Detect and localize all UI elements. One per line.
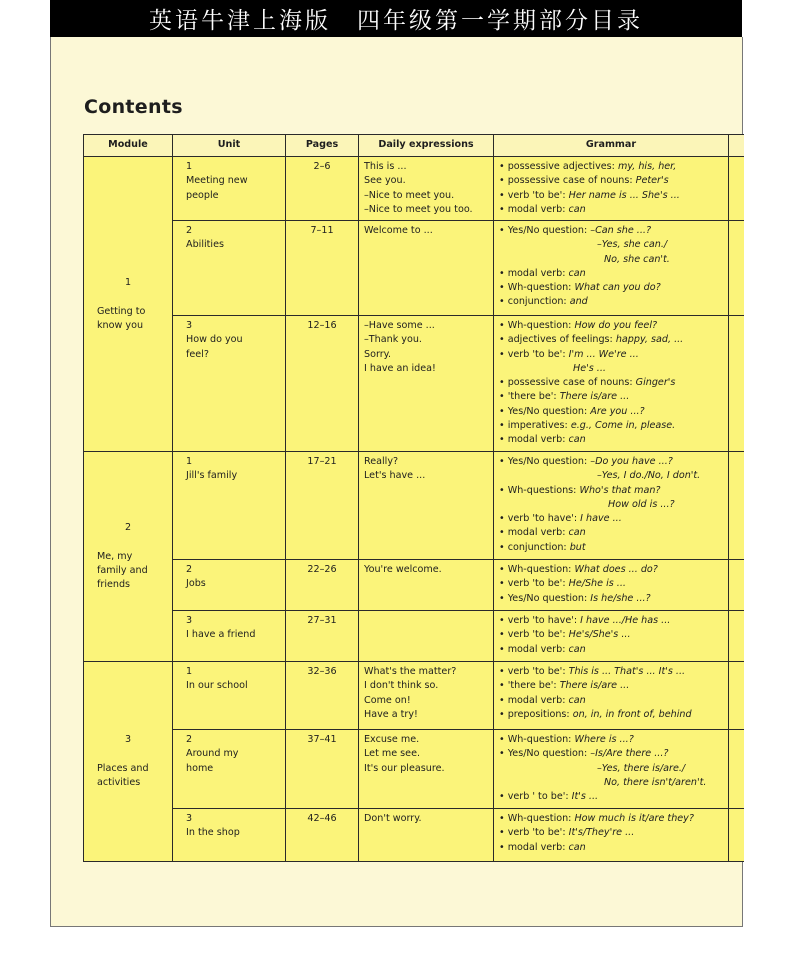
- grammar-point: • Wh-question:: [499, 282, 575, 294]
- grammar-cell: [494, 221, 729, 316]
- grammar-item: [499, 841, 728, 855]
- grammar-item: [499, 281, 728, 295]
- grammar-point: • verb 'to be':: [499, 189, 569, 201]
- daily-expression: Let me see.: [364, 748, 421, 760]
- grammar-item: [499, 665, 728, 679]
- grammar-point: • verb 'to be':: [499, 629, 569, 641]
- grammar-point: • Wh-question:: [499, 734, 575, 745]
- daily-expression: Come on!: [364, 694, 411, 706]
- daily-expression: See you.: [364, 175, 406, 187]
- daily-expressions-cell: [359, 452, 494, 560]
- grammar-cell: [494, 809, 729, 862]
- daily-expression: Don't worry.: [364, 813, 422, 824]
- module-number: 3: [124, 734, 132, 746]
- pages-cell: 37–41: [286, 730, 359, 809]
- unit-number: 3: [186, 615, 193, 626]
- unit-cell: [173, 157, 286, 221]
- grammar-example: –Is/Are there ...?: [590, 748, 669, 760]
- module-name: Me, my: [97, 550, 133, 562]
- module-name: Places and: [97, 763, 149, 774]
- grammar-example: can: [568, 434, 586, 446]
- unit-number: 2: [186, 564, 193, 575]
- module-number: 1: [124, 276, 132, 288]
- contents-table: [83, 134, 744, 862]
- table-row: [84, 560, 744, 611]
- grammar-example: There is/are ...: [559, 391, 630, 403]
- grammar-example: I have ...: [580, 513, 622, 525]
- grammar-item: [499, 238, 728, 252]
- grammar-item: [499, 362, 728, 376]
- unit-title: home: [186, 762, 214, 774]
- grammar-example: Her name is ... She's ...: [568, 189, 680, 201]
- grammar-example: How old is ...?: [608, 498, 675, 510]
- grammar-example: What can you do?: [574, 282, 661, 294]
- unit-cell: [173, 662, 286, 730]
- grammar-item: [499, 541, 728, 555]
- grammar-example: It's/They're ...: [568, 827, 635, 839]
- grammar-example: Who's that man?: [579, 484, 661, 496]
- pages-cell: 12–16: [286, 316, 359, 452]
- daily-expression: –Nice to meet you too.: [364, 203, 473, 215]
- grammar-item: [499, 333, 728, 347]
- grammar-example: Peter's: [635, 175, 669, 187]
- grammar-example: How much is it/are they?: [574, 813, 694, 824]
- contents-title: Contents: [84, 96, 183, 118]
- grammar-example: I'm ... We're ...: [568, 348, 639, 360]
- grammar-item: [499, 790, 728, 804]
- unit-cell: [173, 452, 286, 560]
- daily-expression: I have an idea!: [364, 362, 436, 374]
- grammar-point: • modal verb:: [499, 267, 569, 279]
- grammar-point: • Yes/No question:: [499, 592, 591, 604]
- grammar-point: • modal verb:: [499, 203, 569, 215]
- grammar-item: [499, 826, 728, 840]
- unit-title: feel?: [186, 348, 209, 360]
- grammar-example: Ginger's: [635, 377, 676, 389]
- daily-expression: I don't think so.: [364, 680, 439, 692]
- grammar-item: [499, 203, 728, 217]
- pages-cell: 2–6: [286, 157, 359, 221]
- grammar-example: –Can she ...?: [590, 225, 652, 236]
- unit-title: In our school: [186, 680, 248, 692]
- grammar-item: [499, 812, 728, 826]
- grammar-cell: [494, 452, 729, 560]
- extra-cell: [729, 809, 744, 862]
- daily-expression: You're welcome.: [364, 564, 442, 575]
- table-body: [84, 157, 744, 862]
- unit-number: 2: [186, 225, 193, 236]
- grammar-point: • Yes/No question:: [499, 456, 591, 467]
- extra-cell: [729, 662, 744, 730]
- grammar-example: –Yes, there is/are./: [597, 762, 686, 774]
- daily-expression: It's our pleasure.: [364, 762, 445, 774]
- unit-number: 3: [186, 813, 193, 824]
- grammar-point: • verb 'to have':: [499, 615, 581, 626]
- grammar-item: [499, 405, 728, 419]
- daily-expression: Let's have ...: [364, 470, 426, 482]
- grammar-item: [499, 776, 728, 790]
- unit-title: Jobs: [186, 578, 206, 590]
- grammar-example: my, his, her,: [617, 161, 677, 172]
- grammar-example: can: [568, 267, 586, 279]
- grammar-point: • modal verb:: [499, 841, 569, 853]
- grammar-point: • verb 'to be':: [499, 827, 569, 839]
- unit-number: 1: [186, 161, 193, 172]
- grammar-example: –Yes, I do./No, I don't.: [597, 470, 701, 482]
- pages-cell: 7–11: [286, 221, 359, 316]
- grammar-item: [499, 189, 728, 203]
- grammar-point: • 'there be':: [499, 391, 560, 403]
- unit-cell: [173, 316, 286, 452]
- grammar-point: • Wh-question:: [499, 320, 575, 331]
- unit-number: 1: [186, 456, 193, 467]
- grammar-example: Is he/she ...?: [590, 592, 651, 604]
- grammar-item: [499, 174, 728, 188]
- extra-cell: [729, 730, 744, 809]
- grammar-item: [499, 694, 728, 708]
- grammar-item: [499, 592, 728, 606]
- grammar-item: [499, 253, 728, 267]
- grammar-item: [499, 484, 728, 498]
- column-header-unit: Unit: [173, 135, 286, 157]
- column-header-daily-expressions: Daily expressions: [359, 135, 494, 157]
- grammar-point: • verb 'to be':: [499, 666, 569, 677]
- grammar-item: [499, 348, 728, 362]
- daily-expression: –Nice to meet you.: [364, 189, 455, 201]
- grammar-item: [499, 643, 728, 657]
- unit-cell: [173, 560, 286, 611]
- daily-expression: What's the matter?: [364, 666, 457, 677]
- unit-title: Jill's family: [186, 470, 238, 482]
- grammar-example: –Do you have ...?: [590, 456, 673, 467]
- grammar-item: [499, 419, 728, 433]
- unit-title: Around my: [186, 748, 239, 760]
- daily-expressions-cell: [359, 662, 494, 730]
- grammar-example: –Yes, she can./: [597, 239, 668, 251]
- column-header-extra: [729, 135, 744, 157]
- unit-title: people: [186, 189, 219, 201]
- grammar-item: [499, 433, 728, 447]
- grammar-point: • conjunction:: [499, 541, 570, 553]
- extra-cell: [729, 316, 744, 452]
- grammar-example: Where is ...?: [574, 734, 634, 745]
- unit-title: In the shop: [186, 827, 240, 839]
- grammar-example: I have .../He has ...: [580, 615, 671, 626]
- grammar-item: [499, 498, 728, 512]
- pages-cell: 27–31: [286, 611, 359, 662]
- contents-page: [50, 37, 743, 927]
- grammar-point: • verb 'to have':: [499, 513, 581, 525]
- grammar-point: • verb 'to be':: [499, 348, 569, 360]
- grammar-item: [499, 563, 728, 577]
- grammar-point: • Wh-questions:: [499, 484, 580, 496]
- grammar-example: This is ... That's ... It's ...: [568, 666, 686, 677]
- header-title: 英语牛津上海版 四年级第一学期部分目录: [149, 8, 643, 34]
- table-row: [84, 730, 744, 809]
- grammar-item: [499, 267, 728, 281]
- daily-expression: –Thank you.: [364, 334, 422, 346]
- daily-expressions-cell: [359, 809, 494, 862]
- grammar-example: No, she can't.: [604, 253, 670, 265]
- header-bar: [50, 0, 742, 37]
- table-row: [84, 452, 744, 560]
- extra-cell: [729, 452, 744, 560]
- grammar-example: Are you ...?: [590, 405, 645, 417]
- grammar-example: It's ...: [571, 791, 599, 803]
- grammar-point: • modal verb:: [499, 643, 569, 655]
- table-row: [84, 157, 744, 221]
- grammar-item: [499, 376, 728, 390]
- grammar-point: • Wh-question:: [499, 813, 575, 824]
- column-header-pages: Pages: [286, 135, 359, 157]
- daily-expression: This is ...: [364, 161, 407, 172]
- grammar-example: There is/are ...: [559, 680, 630, 692]
- grammar-point: • verb ' to be':: [499, 791, 572, 803]
- grammar-item: [499, 160, 728, 174]
- grammar-example: can: [568, 694, 586, 706]
- unit-title: I have a friend: [186, 629, 256, 641]
- grammar-example: and: [569, 296, 588, 308]
- grammar-example: can: [568, 203, 586, 215]
- pages-cell: 32–36: [286, 662, 359, 730]
- grammar-item: [499, 628, 728, 642]
- grammar-point: • imperatives:: [499, 420, 571, 432]
- grammar-example: How do you feel?: [574, 320, 658, 331]
- unit-number: 3: [186, 320, 193, 331]
- pages-cell: 17–21: [286, 452, 359, 560]
- grammar-item: [499, 747, 728, 761]
- column-header-module: Module: [84, 135, 173, 157]
- grammar-cell: [494, 611, 729, 662]
- grammar-item: [499, 708, 728, 722]
- grammar-cell: [494, 730, 729, 809]
- table-row: [84, 611, 744, 662]
- table-row: [84, 221, 744, 316]
- grammar-point: • Yes/No question:: [499, 748, 591, 760]
- daily-expression: Welcome to ...: [364, 225, 433, 236]
- module-name: activities: [97, 777, 141, 789]
- daily-expression: Have a try!: [364, 708, 418, 720]
- extra-cell: [729, 560, 744, 611]
- module-number: 2: [124, 522, 132, 534]
- grammar-item: [499, 455, 728, 469]
- daily-expressions-cell: [359, 730, 494, 809]
- grammar-cell: [494, 157, 729, 221]
- table-header-row: [84, 135, 744, 157]
- grammar-point: • Yes/No question:: [499, 405, 591, 417]
- module-name: Getting to: [97, 305, 146, 317]
- module-name: friends: [97, 579, 131, 591]
- grammar-item: [499, 733, 728, 747]
- grammar-example: What does ... do?: [574, 564, 658, 575]
- unit-cell: [173, 611, 286, 662]
- grammar-item: [499, 390, 728, 404]
- grammar-cell: [494, 316, 729, 452]
- module-cell: [84, 157, 173, 452]
- grammar-example: He's ...: [573, 362, 606, 374]
- grammar-point: • modal verb:: [499, 434, 569, 446]
- daily-expressions-cell: [359, 221, 494, 316]
- grammar-example: happy, sad, ...: [615, 334, 684, 346]
- extra-cell: [729, 611, 744, 662]
- daily-expression: –Have some ...: [364, 320, 435, 331]
- module-name: know you: [97, 319, 144, 331]
- pages-cell: 42–46: [286, 809, 359, 862]
- daily-expression: Excuse me.: [364, 734, 420, 745]
- module-cell: [84, 452, 173, 662]
- unit-number: 1: [186, 666, 193, 677]
- grammar-example: He/She is ...: [568, 578, 626, 590]
- unit-cell: [173, 809, 286, 862]
- grammar-point: • possessive adjectives:: [499, 161, 618, 172]
- grammar-example: can: [568, 841, 586, 853]
- grammar-example: e.g., Come in, please.: [570, 420, 676, 432]
- unit-cell: [173, 730, 286, 809]
- grammar-point: • possessive case of nouns:: [499, 377, 636, 389]
- daily-expressions-cell: [359, 157, 494, 221]
- column-header-grammar: Grammar: [494, 135, 729, 157]
- daily-expressions-cell: [359, 611, 494, 662]
- grammar-example: on, in, in front of, behind: [572, 708, 692, 720]
- grammar-example: No, there isn't/aren't.: [604, 776, 707, 788]
- grammar-point: • adjectives of feelings:: [499, 334, 616, 346]
- module-cell: [84, 662, 173, 862]
- grammar-item: [499, 224, 728, 238]
- daily-expressions-cell: [359, 560, 494, 611]
- grammar-item: [499, 512, 728, 526]
- grammar-item: [499, 762, 728, 776]
- unit-title: Abilities: [186, 239, 224, 251]
- grammar-example: He's/She's ...: [568, 629, 631, 641]
- grammar-cell: [494, 560, 729, 611]
- module-name: family and: [97, 565, 148, 577]
- grammar-example: can: [568, 527, 586, 539]
- daily-expression: Really?: [364, 456, 399, 467]
- pages-cell: 22–26: [286, 560, 359, 611]
- grammar-point: • Wh-question:: [499, 564, 575, 575]
- extra-cell: [729, 157, 744, 221]
- grammar-point: • modal verb:: [499, 694, 569, 706]
- grammar-example: can: [568, 643, 586, 655]
- table-row: [84, 316, 744, 452]
- grammar-point: • Yes/No question:: [499, 225, 591, 236]
- grammar-point: • conjunction:: [499, 296, 570, 308]
- grammar-item: [499, 295, 728, 309]
- grammar-item: [499, 526, 728, 540]
- grammar-point: • 'there be':: [499, 680, 560, 692]
- grammar-item: [499, 577, 728, 591]
- grammar-point: • verb 'to be':: [499, 578, 569, 590]
- grammar-item: [499, 319, 728, 333]
- grammar-point: • possessive case of nouns:: [499, 175, 636, 187]
- extra-cell: [729, 221, 744, 316]
- unit-cell: [173, 221, 286, 316]
- grammar-item: [499, 469, 728, 483]
- grammar-cell: [494, 662, 729, 730]
- grammar-example: but: [569, 541, 586, 553]
- table-row: [84, 662, 744, 730]
- daily-expression: Sorry.: [364, 348, 392, 360]
- unit-title: How do you: [186, 334, 243, 346]
- unit-title: Meeting new: [186, 175, 248, 187]
- unit-number: 2: [186, 734, 193, 745]
- grammar-point: • prepositions:: [499, 708, 573, 720]
- grammar-item: [499, 614, 728, 628]
- daily-expressions-cell: [359, 316, 494, 452]
- table-row: [84, 809, 744, 862]
- grammar-item: [499, 679, 728, 693]
- grammar-point: • modal verb:: [499, 527, 569, 539]
